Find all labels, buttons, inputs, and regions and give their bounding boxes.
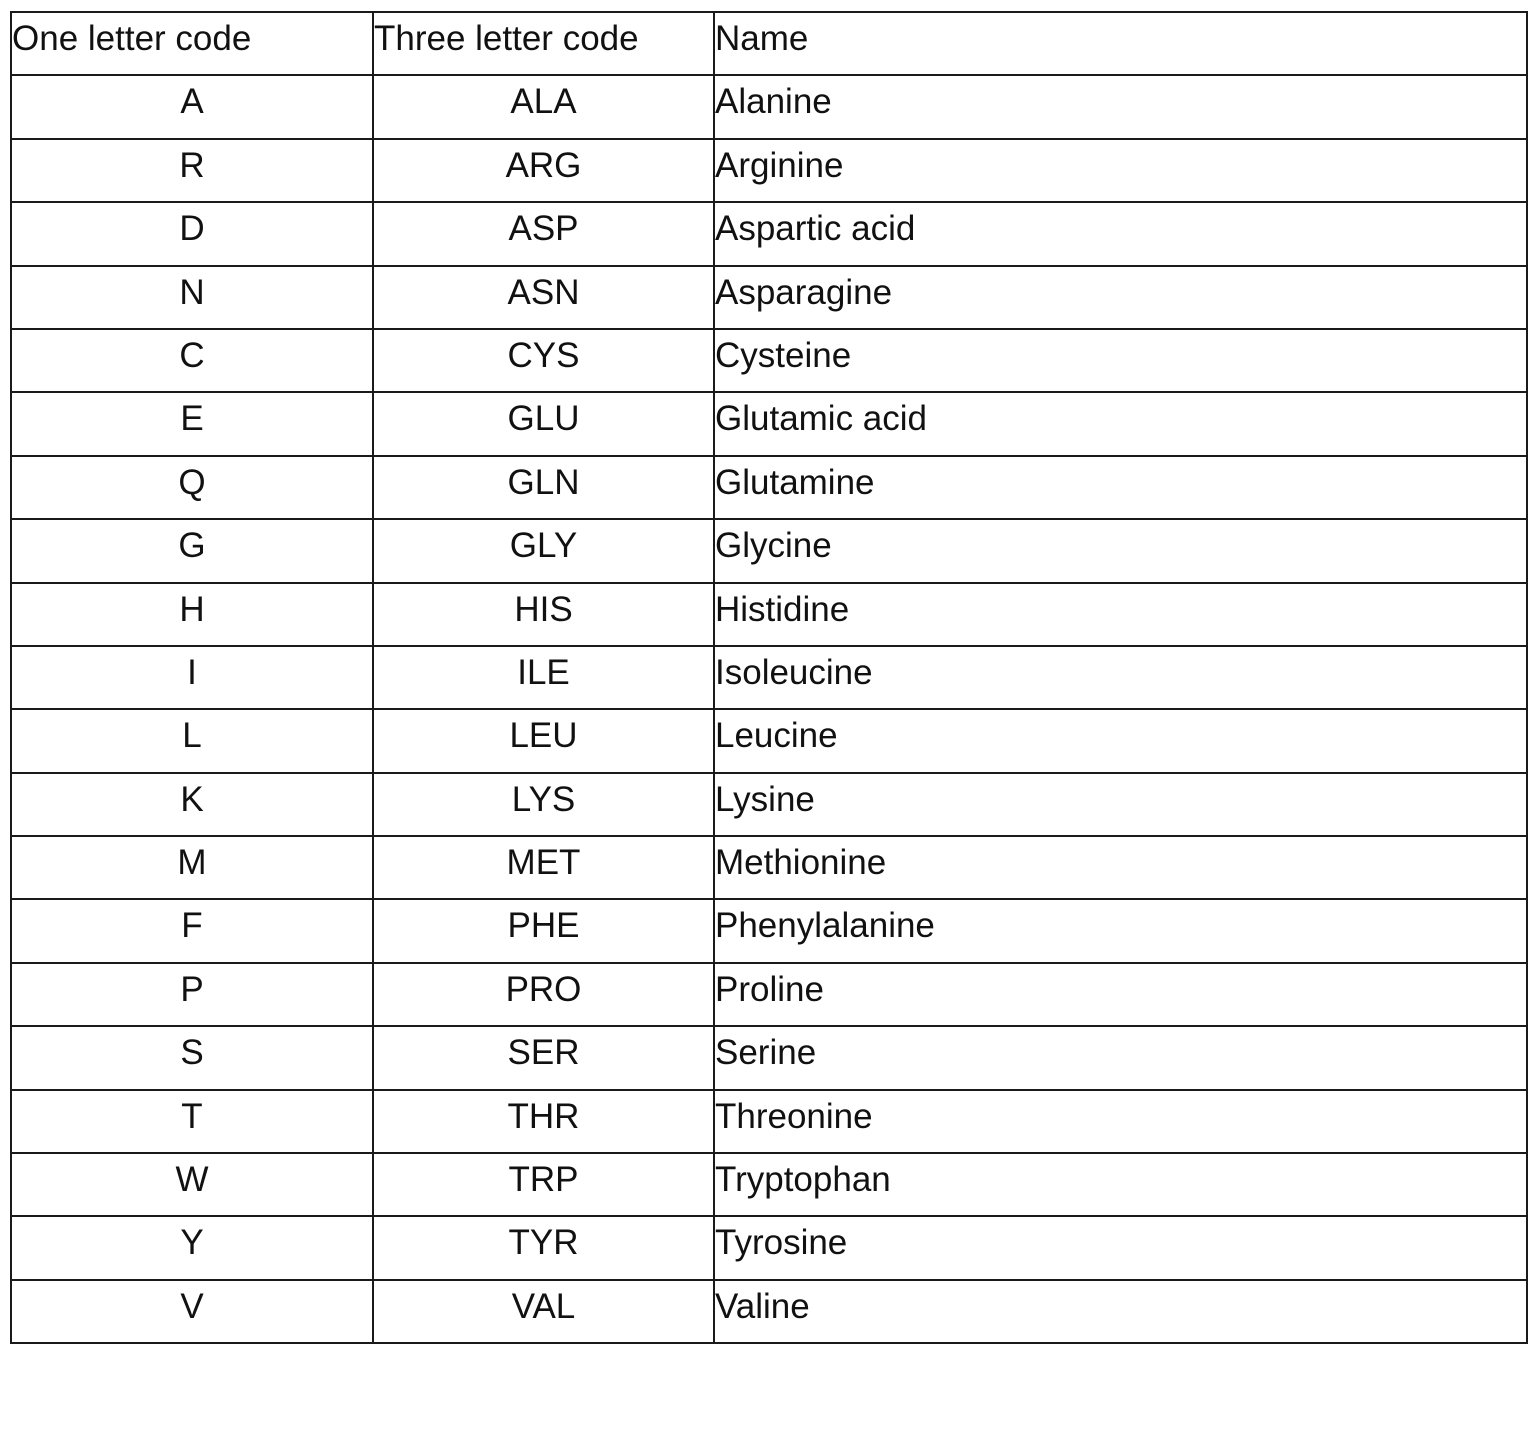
table-row [11, 75, 1527, 138]
table-row [11, 1280, 1527, 1343]
three-letter-cell: ASP [373, 202, 714, 265]
three-letter-cell: TRP [373, 1153, 714, 1216]
three-letter-cell: ILE [373, 646, 714, 709]
name-cell: Tyrosine [714, 1216, 1527, 1279]
header-one-letter-code: One letter code [11, 12, 373, 75]
three-letter-cell: VAL [373, 1280, 714, 1343]
name-cell: Isoleucine [714, 646, 1527, 709]
amino-acid-code-table [10, 11, 1528, 1344]
table-row [11, 963, 1527, 1026]
one-letter-cell: T [11, 1090, 373, 1153]
three-letter-cell: HIS [373, 583, 714, 646]
three-letter-cell: LYS [373, 773, 714, 836]
table-row [11, 392, 1527, 455]
name-cell: Glycine [714, 519, 1527, 582]
name-cell: Histidine [714, 583, 1527, 646]
name-cell: Methionine [714, 836, 1527, 899]
name-cell: Phenylalanine [714, 899, 1527, 962]
table-row [11, 456, 1527, 519]
three-letter-cell: MET [373, 836, 714, 899]
one-letter-cell: G [11, 519, 373, 582]
name-cell: Serine [714, 1026, 1527, 1089]
table-row [11, 1216, 1527, 1279]
three-letter-cell: SER [373, 1026, 714, 1089]
table-body [11, 75, 1527, 1343]
one-letter-cell: A [11, 75, 373, 138]
three-letter-cell: GLN [373, 456, 714, 519]
one-letter-cell: S [11, 1026, 373, 1089]
three-letter-cell: TYR [373, 1216, 714, 1279]
table-row [11, 329, 1527, 392]
table-row [11, 1153, 1527, 1216]
three-letter-cell: THR [373, 1090, 714, 1153]
name-cell: Glutamic acid [714, 392, 1527, 455]
header-three-letter-code: Three letter code [373, 12, 714, 75]
table-row [11, 202, 1527, 265]
one-letter-cell: I [11, 646, 373, 709]
one-letter-cell: H [11, 583, 373, 646]
one-letter-cell: C [11, 329, 373, 392]
one-letter-cell: W [11, 1153, 373, 1216]
table-row [11, 709, 1527, 772]
table-row [11, 266, 1527, 329]
one-letter-cell: M [11, 836, 373, 899]
name-cell: Proline [714, 963, 1527, 1026]
three-letter-cell: GLY [373, 519, 714, 582]
header-row [11, 12, 1527, 75]
header-name: Name [714, 12, 1527, 75]
table-row [11, 773, 1527, 836]
one-letter-cell: P [11, 963, 373, 1026]
one-letter-cell: K [11, 773, 373, 836]
name-cell: Aspartic acid [714, 202, 1527, 265]
name-cell: Arginine [714, 139, 1527, 202]
name-cell: Valine [714, 1280, 1527, 1343]
table-row [11, 1090, 1527, 1153]
table-row [11, 899, 1527, 962]
name-cell: Glutamine [714, 456, 1527, 519]
name-cell: Tryptophan [714, 1153, 1527, 1216]
name-cell: Leucine [714, 709, 1527, 772]
one-letter-cell: Y [11, 1216, 373, 1279]
name-cell: Lysine [714, 773, 1527, 836]
three-letter-cell: PHE [373, 899, 714, 962]
table-row [11, 1026, 1527, 1089]
table-row [11, 519, 1527, 582]
one-letter-cell: F [11, 899, 373, 962]
one-letter-cell: R [11, 139, 373, 202]
one-letter-cell: V [11, 1280, 373, 1343]
one-letter-cell: Q [11, 456, 373, 519]
name-cell: Alanine [714, 75, 1527, 138]
three-letter-cell: PRO [373, 963, 714, 1026]
three-letter-cell: LEU [373, 709, 714, 772]
three-letter-cell: ASN [373, 266, 714, 329]
one-letter-cell: N [11, 266, 373, 329]
table-row [11, 583, 1527, 646]
name-cell: Cysteine [714, 329, 1527, 392]
table-row [11, 836, 1527, 899]
table-row [11, 646, 1527, 709]
one-letter-cell: L [11, 709, 373, 772]
three-letter-cell: ARG [373, 139, 714, 202]
one-letter-cell: E [11, 392, 373, 455]
name-cell: Threonine [714, 1090, 1527, 1153]
three-letter-cell: GLU [373, 392, 714, 455]
three-letter-cell: CYS [373, 329, 714, 392]
table-row [11, 139, 1527, 202]
three-letter-cell: ALA [373, 75, 714, 138]
name-cell: Asparagine [714, 266, 1527, 329]
one-letter-cell: D [11, 202, 373, 265]
